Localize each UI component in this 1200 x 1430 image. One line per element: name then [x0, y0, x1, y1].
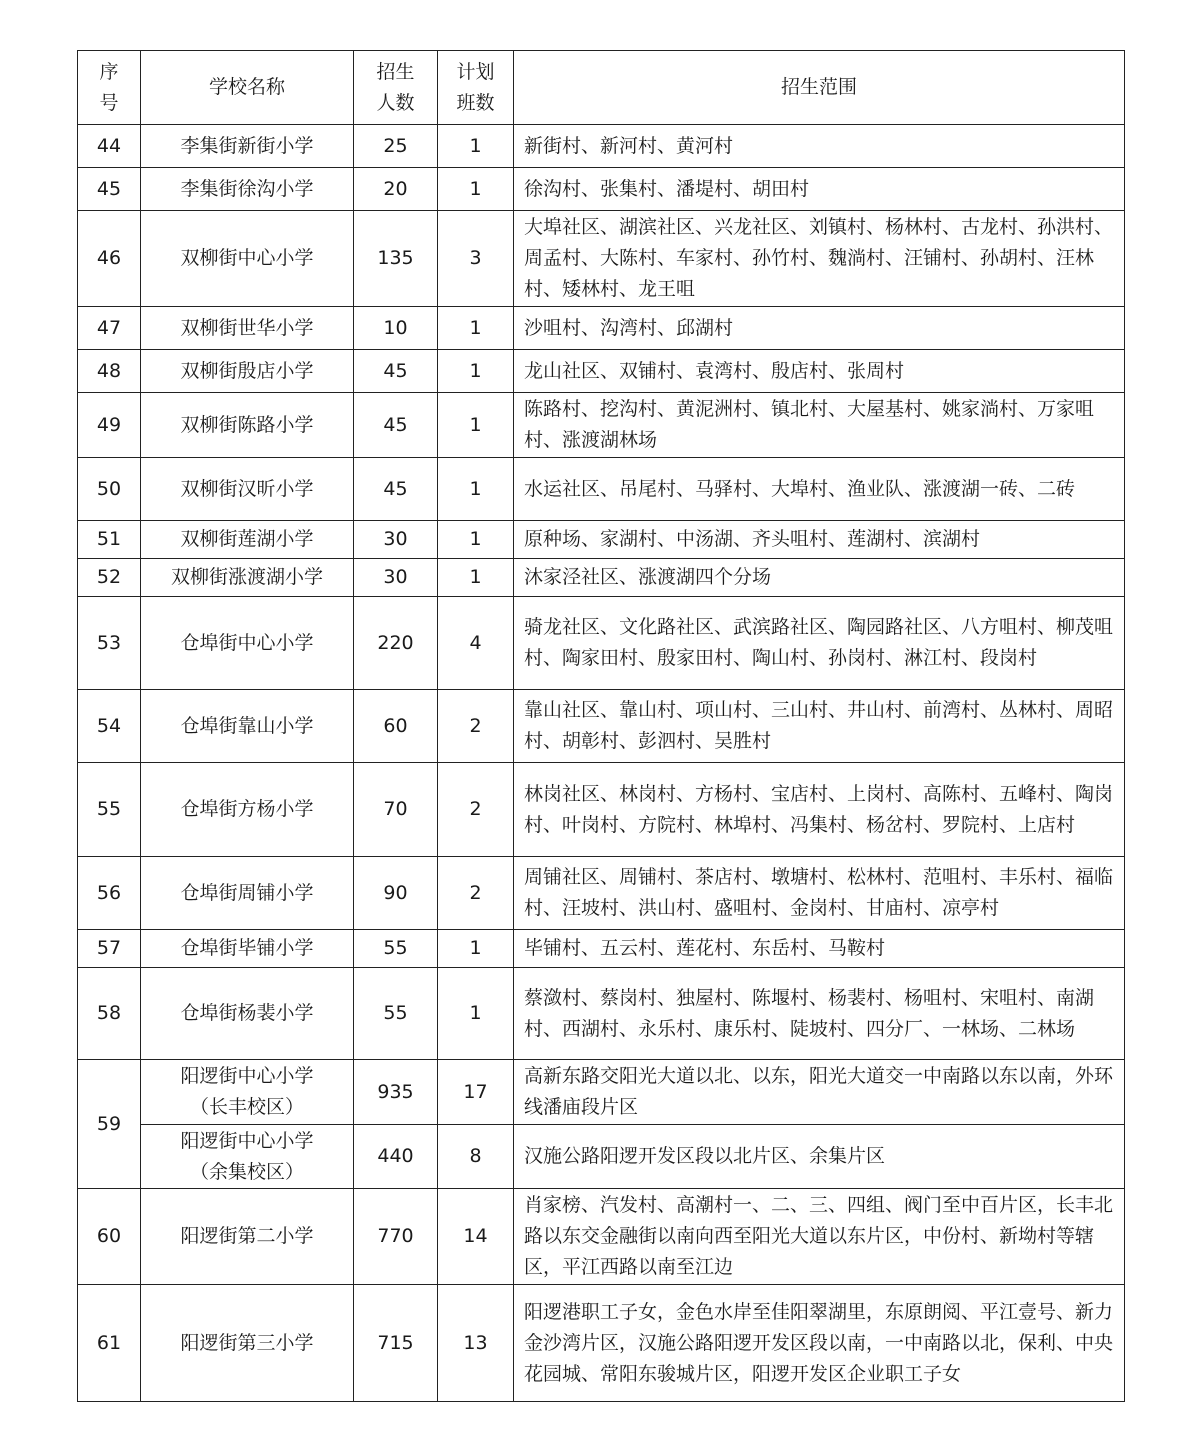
cell-planned-classes: 17 — [438, 1060, 514, 1125]
header-no: 序 号 — [78, 51, 141, 125]
cell-planned-classes: 2 — [438, 690, 514, 763]
cell-school-name: 仓埠街中心小学 — [141, 597, 354, 690]
cell-school-name: 李集街新街小学 — [141, 125, 354, 168]
cell-enroll-count: 70 — [354, 763, 438, 857]
cell-no: 55 — [78, 763, 141, 857]
cell-enroll-count: 770 — [354, 1189, 438, 1285]
cell-enroll-count: 45 — [354, 393, 438, 458]
table-row — [78, 1189, 1125, 1285]
cell-no: 52 — [78, 559, 141, 597]
table-row — [78, 857, 1125, 930]
table-row — [78, 930, 1125, 968]
cell-enroll-scope: 周铺社区、周铺村、茶店村、墩塘村、松林村、范咀村、丰乐村、福临村、汪坡村、洪山村、盛咀村、金岗村、甘庙村、凉亭村 — [514, 857, 1125, 930]
cell-enroll-count: 55 — [354, 930, 438, 968]
cell-no: 48 — [78, 350, 141, 393]
table-row — [78, 1060, 1125, 1125]
cell-school-name: 仓埠街周铺小学 — [141, 857, 354, 930]
cell-planned-classes: 2 — [438, 763, 514, 857]
cell-enroll-count: 45 — [354, 350, 438, 393]
cell-no: 49 — [78, 393, 141, 458]
cell-no: 46 — [78, 211, 141, 307]
cell-enroll-scope: 蔡潋村、蔡岗村、独屋村、陈堰村、杨裴村、杨咀村、宋咀村、南湖村、西湖村、永乐村、康乐村、陡坡村、四分厂、一林场、二林场 — [514, 968, 1125, 1060]
table-row — [78, 763, 1125, 857]
cell-no: 59 — [78, 1060, 141, 1189]
cell-school-name: 阳逻街中心小学 （长丰校区） — [141, 1060, 354, 1125]
cell-enroll-scope: 毕铺村、五云村、莲花村、东岳村、马鞍村 — [514, 930, 1125, 968]
table-row — [78, 1285, 1125, 1402]
cell-enroll-count: 220 — [354, 597, 438, 690]
cell-planned-classes: 13 — [438, 1285, 514, 1402]
cell-no: 61 — [78, 1285, 141, 1402]
cell-no: 58 — [78, 968, 141, 1060]
cell-enroll-scope: 原种场、家湖村、中汤湖、齐头咀村、莲湖村、滨湖村 — [514, 521, 1125, 559]
cell-enroll-count: 90 — [354, 857, 438, 930]
table-row — [78, 597, 1125, 690]
cell-no: 57 — [78, 930, 141, 968]
cell-planned-classes: 4 — [438, 597, 514, 690]
cell-enroll-scope: 龙山社区、双铺村、袁湾村、殷店村、张周村 — [514, 350, 1125, 393]
cell-enroll-count: 55 — [354, 968, 438, 1060]
table-row — [78, 393, 1125, 458]
cell-planned-classes: 1 — [438, 168, 514, 211]
cell-no: 47 — [78, 307, 141, 350]
table-row — [78, 125, 1125, 168]
cell-no: 44 — [78, 125, 141, 168]
cell-enroll-count: 715 — [354, 1285, 438, 1402]
table-row — [78, 168, 1125, 211]
table-row — [78, 968, 1125, 1060]
cell-no: 56 — [78, 857, 141, 930]
cell-school-name: 双柳街世华小学 — [141, 307, 354, 350]
cell-school-name: 阳逻街中心小学 （余集校区） — [141, 1125, 354, 1189]
cell-planned-classes: 3 — [438, 211, 514, 307]
table-row — [78, 559, 1125, 597]
cell-enroll-scope: 汉施公路阳逻开发区段以北片区、余集片区 — [514, 1125, 1125, 1189]
cell-planned-classes: 1 — [438, 968, 514, 1060]
cell-enroll-scope: 新街村、新河村、黄河村 — [514, 125, 1125, 168]
table-row — [78, 1125, 1125, 1189]
cell-school-name: 双柳街陈路小学 — [141, 393, 354, 458]
table-row — [78, 458, 1125, 521]
cell-planned-classes: 1 — [438, 350, 514, 393]
cell-enroll-count: 25 — [354, 125, 438, 168]
cell-school-name: 仓埠街靠山小学 — [141, 690, 354, 763]
cell-enroll-scope: 阳逻港职工子女，金色水岸至佳阳翠湖里，东原朗阅、平江壹号、新力金沙湾片区，汉施公路阳逻开发区段以南，一中南路以北，保利、中央花园城、常阳东骏城片区，阳逻开发区企业职工子女 — [514, 1285, 1125, 1402]
cell-enroll-count: 440 — [354, 1125, 438, 1189]
cell-no: 54 — [78, 690, 141, 763]
cell-planned-classes: 8 — [438, 1125, 514, 1189]
cell-enroll-count: 45 — [354, 458, 438, 521]
cell-enroll-count: 10 — [354, 307, 438, 350]
cell-enroll-scope: 大埠社区、湖滨社区、兴龙社区、刘镇村、杨林村、古龙村、孙洪村、周孟村、大陈村、车家村、孙竹村、魏淌村、汪铺村、孙胡村、汪林村、矮林村、龙王咀 — [514, 211, 1125, 307]
cell-school-name: 仓埠街毕铺小学 — [141, 930, 354, 968]
cell-enroll-scope: 水运社区、吊尾村、马驿村、大埠村、渔业队、涨渡湖一砖、二砖 — [514, 458, 1125, 521]
enrollment-table — [77, 50, 1125, 1402]
cell-no: 51 — [78, 521, 141, 559]
cell-school-name: 双柳街殷店小学 — [141, 350, 354, 393]
cell-enroll-scope: 林岗社区、林岗村、方杨村、宝店村、上岗村、高陈村、五峰村、陶岗村、叶岗村、方院村、林埠村、冯集村、杨岔村、罗院村、上店村 — [514, 763, 1125, 857]
cell-planned-classes: 14 — [438, 1189, 514, 1285]
cell-enroll-scope: 高新东路交阳光大道以北、以东，阳光大道交一中南路以东以南，外环线潘庙段片区 — [514, 1060, 1125, 1125]
cell-school-name: 阳逻街第三小学 — [141, 1285, 354, 1402]
cell-school-name: 李集街徐沟小学 — [141, 168, 354, 211]
cell-no: 53 — [78, 597, 141, 690]
cell-planned-classes: 1 — [438, 930, 514, 968]
cell-no: 45 — [78, 168, 141, 211]
cell-school-name: 双柳街涨渡湖小学 — [141, 559, 354, 597]
cell-no: 50 — [78, 458, 141, 521]
header-row — [78, 51, 1125, 125]
cell-school-name: 双柳街汉昕小学 — [141, 458, 354, 521]
cell-enroll-count: 30 — [354, 521, 438, 559]
header-enroll-scope: 招生范围 — [514, 51, 1125, 125]
cell-enroll-scope: 靠山社区、靠山村、项山村、三山村、井山村、前湾村、丛林村、周昭村、胡彰村、彭泗村、吴胜村 — [514, 690, 1125, 763]
cell-enroll-count: 60 — [354, 690, 438, 763]
cell-planned-classes: 2 — [438, 857, 514, 930]
cell-enroll-count: 135 — [354, 211, 438, 307]
header-planned-classes: 计划 班数 — [438, 51, 514, 125]
cell-planned-classes: 1 — [438, 125, 514, 168]
cell-enroll-scope: 沐家泾社区、涨渡湖四个分场 — [514, 559, 1125, 597]
cell-enroll-scope: 肖家榜、汽发村、高潮村一、二、三、四组、阀门至中百片区，长丰北路以东交金融街以南向西至阳光大道以东片区，中份村、新坳村等辖区，平江西路以南至江边 — [514, 1189, 1125, 1285]
cell-school-name: 双柳街莲湖小学 — [141, 521, 354, 559]
table-row — [78, 690, 1125, 763]
cell-planned-classes: 1 — [438, 307, 514, 350]
cell-no: 60 — [78, 1189, 141, 1285]
cell-enroll-count: 935 — [354, 1060, 438, 1125]
cell-enroll-scope: 陈路村、挖沟村、黄泥洲村、镇北村、大屋基村、姚家淌村、万家咀村、涨渡湖林场 — [514, 393, 1125, 458]
cell-enroll-scope: 骑龙社区、文化路社区、武滨路社区、陶园路社区、八方咀村、柳茂咀村、陶家田村、殷家田村、陶山村、孙岗村、淋江村、段岗村 — [514, 597, 1125, 690]
cell-enroll-scope: 徐沟村、张集村、潘堤村、胡田村 — [514, 168, 1125, 211]
cell-school-name: 仓埠街杨裴小学 — [141, 968, 354, 1060]
cell-planned-classes: 1 — [438, 521, 514, 559]
table-row — [78, 350, 1125, 393]
cell-school-name: 双柳街中心小学 — [141, 211, 354, 307]
cell-enroll-count: 20 — [354, 168, 438, 211]
header-school-name: 学校名称 — [141, 51, 354, 125]
cell-enroll-scope: 沙咀村、沟湾村、邱湖村 — [514, 307, 1125, 350]
header-enroll-count: 招生 人数 — [354, 51, 438, 125]
cell-school-name: 仓埠街方杨小学 — [141, 763, 354, 857]
cell-planned-classes: 1 — [438, 559, 514, 597]
table-row — [78, 307, 1125, 350]
cell-school-name: 阳逻街第二小学 — [141, 1189, 354, 1285]
cell-enroll-count: 30 — [354, 559, 438, 597]
cell-planned-classes: 1 — [438, 393, 514, 458]
table-row — [78, 521, 1125, 559]
table-row — [78, 211, 1125, 307]
cell-planned-classes: 1 — [438, 458, 514, 521]
